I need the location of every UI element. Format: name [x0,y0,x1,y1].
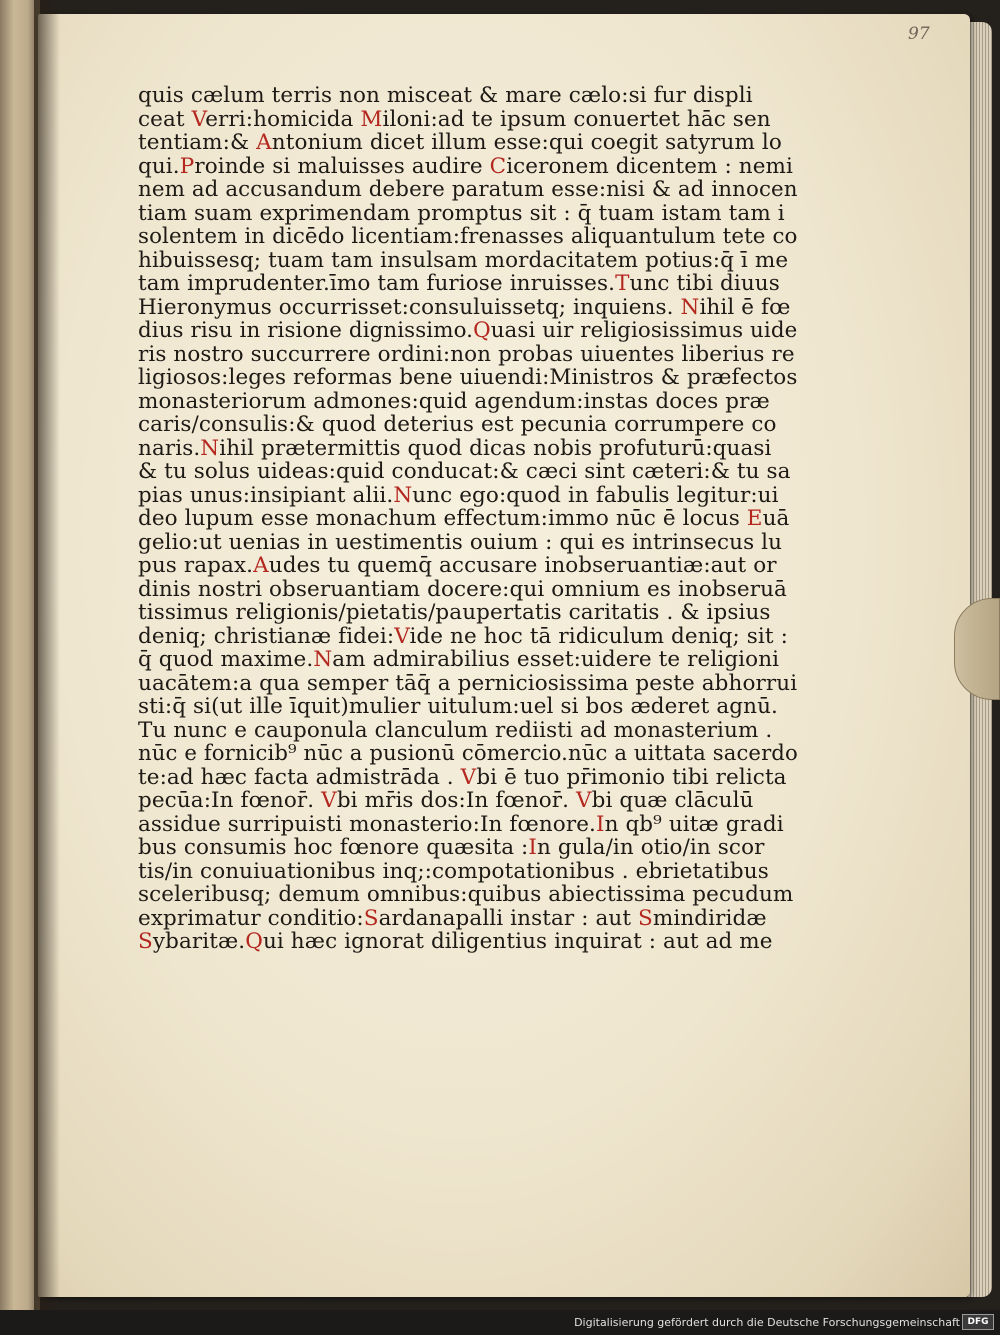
text-segment: deniq; christianæ fidei: [138,624,395,648]
text-line [138,836,798,860]
text-line [138,84,798,108]
rubricated-initial: S [363,906,379,930]
text-line [138,789,798,813]
rubricated-initial: V [460,765,477,789]
text-segment: unc tibi diuus [629,272,780,296]
text-segment: nem ad accusandum debere paratum esse:nisi & ad innocen [138,178,798,202]
text-line [138,484,798,508]
text-segment: ardanapalli instar : aut [378,906,639,930]
text-segment: dinis nostri obseruantiam docere:qui omnium es inobseruā [138,577,787,601]
rubricated-initial: M [360,107,383,131]
bookmark-tab [954,598,1000,700]
text-line [138,883,798,907]
text-segment: iceronem dicentem : nemi [506,154,793,178]
text-segment: ide ne hoc tā ridiculum deniq; sit : [409,624,788,648]
text-line [138,813,798,837]
text-segment: qui. [138,154,180,178]
rubricated-initial: P [179,154,195,178]
rubricated-initial: I [528,836,537,860]
text-line [138,460,798,484]
text-line [138,272,798,296]
text-segment: bi ē tuo pr̄imonio tibi relicta [476,765,787,789]
text-segment: pecūa:In fœnor̄. [138,789,322,813]
text-line [138,155,798,179]
text-segment: Hieronymus occurrisset:consuluissetq; inquiens. [138,295,681,319]
text-segment: q̄ quod maxime. [138,648,314,672]
text-line [138,413,798,437]
text-line [138,601,798,625]
text-line [138,507,798,531]
text-line [138,531,798,555]
rubricated-initial: I [595,812,605,836]
rubricated-initial: V [191,107,206,131]
text-segment: dius risu in risione dignissimo. [138,319,474,343]
rubricated-initial: E [746,507,763,531]
text-line [138,578,798,602]
text-segment: pus rapax. [138,554,254,578]
text-line [138,695,798,719]
text-line [138,225,798,249]
text-segment: bus consumis hoc fœnore quæsita : [138,836,529,860]
rubricated-initial: Q [473,319,491,343]
text-line [138,178,798,202]
text-segment: uacātem:a qua semper tāq̄ a perniciosissima peste abhorrui [138,671,798,695]
text-segment: tis/in conuiuationibus inq;:compotationibus . ebrietatibus [138,859,769,883]
text-segment: pias unus:insipiant alii. [138,483,394,507]
text-line [138,343,798,367]
folio-number: 97 [908,24,930,44]
text-line [138,131,798,155]
text-line [138,202,798,226]
text-segment: bi quæ clāculū [591,789,754,813]
text-segment: ceat [138,107,192,131]
text-segment: tentiam:& [138,131,257,155]
rubricated-initial: S [638,906,653,930]
rubricated-initial: V [576,789,592,813]
text-segment: unc ego:quod in fabulis legitur:ui [412,483,779,507]
text-line [138,108,798,132]
text-segment: hibuissesq; tuam tam insulsam mordacitatem potius:q̄ ī me [138,248,789,272]
text-segment: naris. [138,436,201,460]
text-line [138,319,798,343]
text-line [138,366,798,390]
text-line [138,860,798,884]
text-line [138,249,798,273]
rubricated-initial: A [253,554,269,578]
text-segment: am admirabilius esset:uidere te religioni [332,648,780,672]
text-segment: & tu solus uideas:quid conducat:& cæci sint cæteri:& tu sa [138,460,791,484]
text-segment: ligiosos:leges reformas bene uiuendi:Ministros & præfectos [138,366,798,390]
rubricated-initial: N [200,436,220,460]
text-segment: tiam suam exprimendam promptus sit : q̄ tuam istam tam i [138,201,785,225]
rubricated-initial: N [393,483,413,507]
text-segment: solentem in dicēdo licentiam:frenasses aliquantulum tete co [138,225,798,249]
text-segment: tissimus religionis/pietatis/paupertatis caritatis . & ipsius [138,601,771,625]
text-segment: quis cælum terris non misceat & mare cælo:si fur displi [138,84,753,108]
text-segment: uasi uir religiosissimus uide [490,319,798,343]
rubricated-initial: T [615,272,630,296]
text-segment: monasteriorum admones:quid agendum:instas doces præ [138,389,770,413]
text-line [138,742,798,766]
text-segment: te:ad hæc facta admistrāda . [138,765,461,789]
text-line [138,625,798,649]
text-segment: Tu nunc e cauponula clanculum rediisti ad monasterium . [138,718,773,742]
text-segment: nūc e fornicib⁹ nūc a pusionū cōmercio.nūc a uittata sacerdo [138,742,798,766]
text-line [138,390,798,414]
printed-text-block [138,84,798,954]
text-segment: mindiridæ [652,906,767,930]
text-segment: deo lupum esse monachum effectum:immo nūc ē locus [138,507,747,531]
text-segment: assidue surripuisti monasterio:In fœnore. [138,812,596,836]
text-segment: tam imprudenter.īmo tam furiose inruisses. [138,272,616,296]
text-segment: roinde si maluisses audire [194,154,490,178]
text-line [138,554,798,578]
text-line [138,907,798,931]
text-segment: sti:q̄ si(ut ille īquit)mulier uitulum:uel si bos æderet agnū. [138,695,778,719]
text-segment: ris nostro succurrere ordini:non probas uiuentes liberius re [138,342,795,366]
text-segment: ihil ē fœ [699,295,791,319]
rubricated-initial: C [489,154,507,178]
text-line [138,672,798,696]
text-segment: n qb⁹ uitæ gradi [604,812,784,836]
rubricated-initial: V [394,624,410,648]
text-line [138,648,798,672]
text-segment: uā [762,507,790,531]
text-line [138,930,798,954]
text-line [138,719,798,743]
text-segment: caris/consulis:& quod deterius est pecunia corrumpere co [138,413,777,437]
text-line [138,437,798,461]
gutter-shadow [34,0,60,1310]
text-segment: sceleribusq; demum omnibus:quibus abiectissima pecudum [138,883,794,907]
rubricated-initial: Q [245,930,263,954]
text-segment: exprimatur conditio: [138,906,364,930]
rubricated-initial: V [321,789,337,813]
footer-credit: Digitalisierung gefördert durch die Deutsche Forschungsgemeinschaft [574,1316,960,1329]
text-line [138,296,798,320]
rubricated-initial: N [680,295,700,319]
text-segment: ntonium dicet illum esse:qui coegit satyrum lo [271,131,782,155]
text-line [138,766,798,790]
text-segment: erri:homicida [205,107,361,131]
rubricated-initial: N [313,648,333,672]
dfg-logo: DFG [962,1314,994,1330]
text-segment: bi mr̄is dos:In fœnor̄. [336,789,577,813]
text-segment: n gula/in otio/in scor [537,836,765,860]
rubricated-initial: S [138,930,153,954]
text-segment: gelio:ut uenias in uestimentis ouium : qui es intrinsecus lu [138,530,783,554]
text-segment: ihil prætermittis quod dicas nobis profuturū:quasi [219,436,772,460]
text-segment: udes tu quemq̄ accusare inobseruantiæ:aut or [268,554,777,578]
text-segment: ui hæc ignorat diligentius inquirat : aut ad me [262,930,773,954]
text-segment: ybaritæ. [152,930,246,954]
rubricated-initial: A [256,131,272,155]
text-segment: iloni:ad te ipsum conuertet hāc sen [382,107,771,131]
